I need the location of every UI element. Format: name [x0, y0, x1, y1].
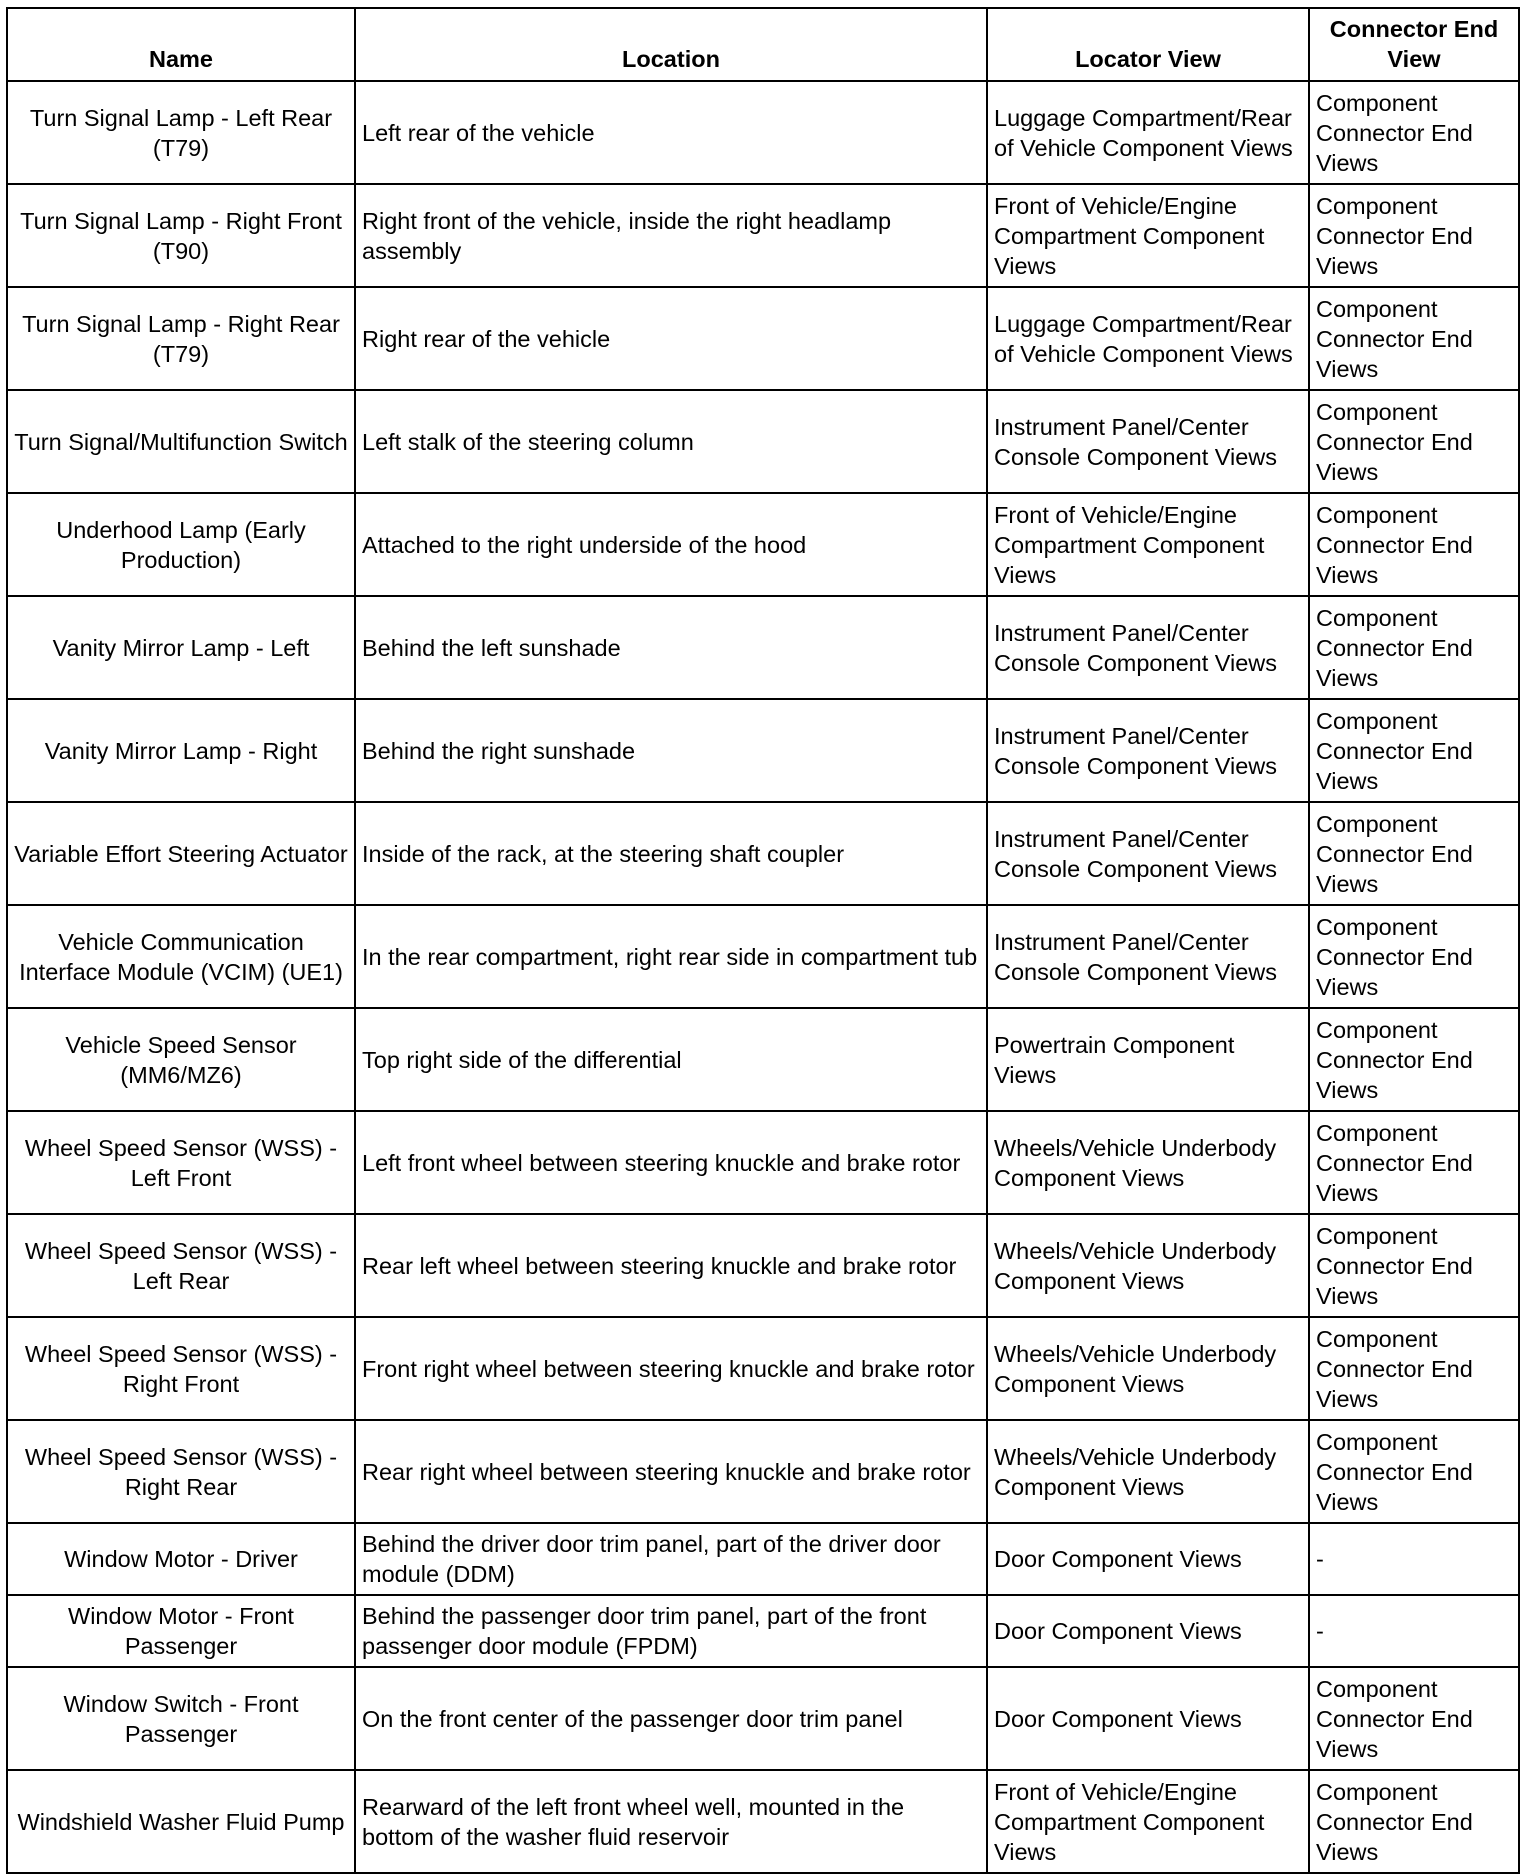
cell-connector-end-view: Component Connector End Views: [1309, 390, 1519, 493]
cell-location: In the rear compartment, right rear side in compartment tub: [355, 905, 987, 1008]
table-row: [7, 1667, 1519, 1770]
cell-locator-view: Door Component Views: [987, 1667, 1309, 1770]
cell-locator-view: Wheels/Vehicle Underbody Component Views: [987, 1214, 1309, 1317]
cell-location: Top right side of the differential: [355, 1008, 987, 1111]
cell-locator-view: Instrument Panel/Center Console Component Views: [987, 905, 1309, 1008]
header-location: Location: [355, 8, 987, 81]
cell-location: Behind the left sunshade: [355, 596, 987, 699]
table-row: [7, 1595, 1519, 1667]
cell-name: Wheel Speed Sensor (WSS) - Right Rear: [7, 1420, 355, 1523]
cell-location: Rear left wheel between steering knuckle and brake rotor: [355, 1214, 987, 1317]
cell-locator-view: Luggage Compartment/Rear of Vehicle Component Views: [987, 81, 1309, 184]
table-row: [7, 287, 1519, 390]
cell-connector-end-view: -: [1309, 1595, 1519, 1667]
cell-connector-end-view: Component Connector End Views: [1309, 184, 1519, 287]
header-locator-view: Locator View: [987, 8, 1309, 81]
cell-connector-end-view: Component Connector End Views: [1309, 81, 1519, 184]
table-row: [7, 81, 1519, 184]
cell-name: Underhood Lamp (Early Production): [7, 493, 355, 596]
cell-connector-end-view: Component Connector End Views: [1309, 802, 1519, 905]
table-row: [7, 905, 1519, 1008]
cell-connector-end-view: Component Connector End Views: [1309, 493, 1519, 596]
cell-locator-view: Front of Vehicle/Engine Compartment Component Views: [987, 493, 1309, 596]
cell-name: Window Motor - Front Passenger: [7, 1595, 355, 1667]
table-row: [7, 802, 1519, 905]
cell-location: Behind the passenger door trim panel, part of the front passenger door module (FPDM): [355, 1595, 987, 1667]
cell-name: Vehicle Communication Interface Module (VCIM) (UE1): [7, 905, 355, 1008]
header-row: [7, 8, 1519, 81]
cell-location: Left stalk of the steering column: [355, 390, 987, 493]
component-locator-table-container: [6, 7, 1518, 1874]
cell-locator-view: Instrument Panel/Center Console Component Views: [987, 596, 1309, 699]
cell-name: Window Motor - Driver: [7, 1523, 355, 1595]
cell-location: Rearward of the left front wheel well, mounted in the bottom of the washer fluid reservoir: [355, 1770, 987, 1873]
cell-location: Inside of the rack, at the steering shaft coupler: [355, 802, 987, 905]
cell-locator-view: Wheels/Vehicle Underbody Component Views: [987, 1111, 1309, 1214]
cell-locator-view: Instrument Panel/Center Console Component Views: [987, 699, 1309, 802]
table-body: [7, 81, 1519, 1873]
cell-connector-end-view: Component Connector End Views: [1309, 1667, 1519, 1770]
cell-locator-view: Instrument Panel/Center Console Component Views: [987, 390, 1309, 493]
cell-locator-view: Door Component Views: [987, 1595, 1309, 1667]
cell-name: Windshield Washer Fluid Pump: [7, 1770, 355, 1873]
table-row: [7, 1770, 1519, 1873]
cell-connector-end-view: Component Connector End Views: [1309, 1317, 1519, 1420]
cell-location: Right rear of the vehicle: [355, 287, 987, 390]
cell-connector-end-view: Component Connector End Views: [1309, 1214, 1519, 1317]
cell-locator-view: Door Component Views: [987, 1523, 1309, 1595]
cell-location: Left rear of the vehicle: [355, 81, 987, 184]
cell-name: Vanity Mirror Lamp - Right: [7, 699, 355, 802]
cell-connector-end-view: Component Connector End Views: [1309, 1111, 1519, 1214]
cell-name: Variable Effort Steering Actuator: [7, 802, 355, 905]
table-row: [7, 184, 1519, 287]
cell-connector-end-view: Component Connector End Views: [1309, 596, 1519, 699]
cell-locator-view: Wheels/Vehicle Underbody Component Views: [987, 1420, 1309, 1523]
cell-location: Rear right wheel between steering knuckle and brake rotor: [355, 1420, 987, 1523]
cell-name: Wheel Speed Sensor (WSS) - Left Rear: [7, 1214, 355, 1317]
table-row: [7, 596, 1519, 699]
cell-name: Window Switch - Front Passenger: [7, 1667, 355, 1770]
table-row: [7, 1523, 1519, 1595]
cell-location: Right front of the vehicle, inside the right headlamp assembly: [355, 184, 987, 287]
cell-location: On the front center of the passenger door trim panel: [355, 1667, 987, 1770]
cell-locator-view: Wheels/Vehicle Underbody Component Views: [987, 1317, 1309, 1420]
header-connector-end-view: Connector End View: [1309, 8, 1519, 81]
cell-location: Behind the right sunshade: [355, 699, 987, 802]
cell-name: Turn Signal Lamp - Left Rear (T79): [7, 81, 355, 184]
table-row: [7, 1111, 1519, 1214]
cell-location: Left front wheel between steering knuckle and brake rotor: [355, 1111, 987, 1214]
cell-connector-end-view: Component Connector End Views: [1309, 905, 1519, 1008]
table-row: [7, 1008, 1519, 1111]
cell-connector-end-view: Component Connector End Views: [1309, 699, 1519, 802]
cell-connector-end-view: Component Connector End Views: [1309, 287, 1519, 390]
table-row: [7, 1420, 1519, 1523]
cell-name: Vanity Mirror Lamp - Left: [7, 596, 355, 699]
cell-locator-view: Front of Vehicle/Engine Compartment Component Views: [987, 184, 1309, 287]
cell-connector-end-view: Component Connector End Views: [1309, 1008, 1519, 1111]
cell-locator-view: Powertrain Component Views: [987, 1008, 1309, 1111]
component-locator-table: [6, 7, 1520, 1874]
header-name: Name: [7, 8, 355, 81]
cell-location: Attached to the right underside of the hood: [355, 493, 987, 596]
table-row: [7, 699, 1519, 802]
cell-locator-view: Luggage Compartment/Rear of Vehicle Component Views: [987, 287, 1309, 390]
cell-name: Vehicle Speed Sensor (MM6/MZ6): [7, 1008, 355, 1111]
table-row: [7, 493, 1519, 596]
cell-name: Turn Signal Lamp - Right Front (T90): [7, 184, 355, 287]
cell-name: Wheel Speed Sensor (WSS) - Right Front: [7, 1317, 355, 1420]
cell-location: Behind the driver door trim panel, part of the driver door module (DDM): [355, 1523, 987, 1595]
table-row: [7, 390, 1519, 493]
cell-connector-end-view: -: [1309, 1523, 1519, 1595]
cell-connector-end-view: Component Connector End Views: [1309, 1770, 1519, 1873]
table-row: [7, 1317, 1519, 1420]
cell-locator-view: Instrument Panel/Center Console Component Views: [987, 802, 1309, 905]
cell-name: Turn Signal Lamp - Right Rear (T79): [7, 287, 355, 390]
cell-connector-end-view: Component Connector End Views: [1309, 1420, 1519, 1523]
table-row: [7, 1214, 1519, 1317]
cell-location: Front right wheel between steering knuckle and brake rotor: [355, 1317, 987, 1420]
cell-locator-view: Front of Vehicle/Engine Compartment Component Views: [987, 1770, 1309, 1873]
cell-name: Wheel Speed Sensor (WSS) - Left Front: [7, 1111, 355, 1214]
table-header: [7, 8, 1519, 81]
cell-name: Turn Signal/Multifunction Switch: [7, 390, 355, 493]
